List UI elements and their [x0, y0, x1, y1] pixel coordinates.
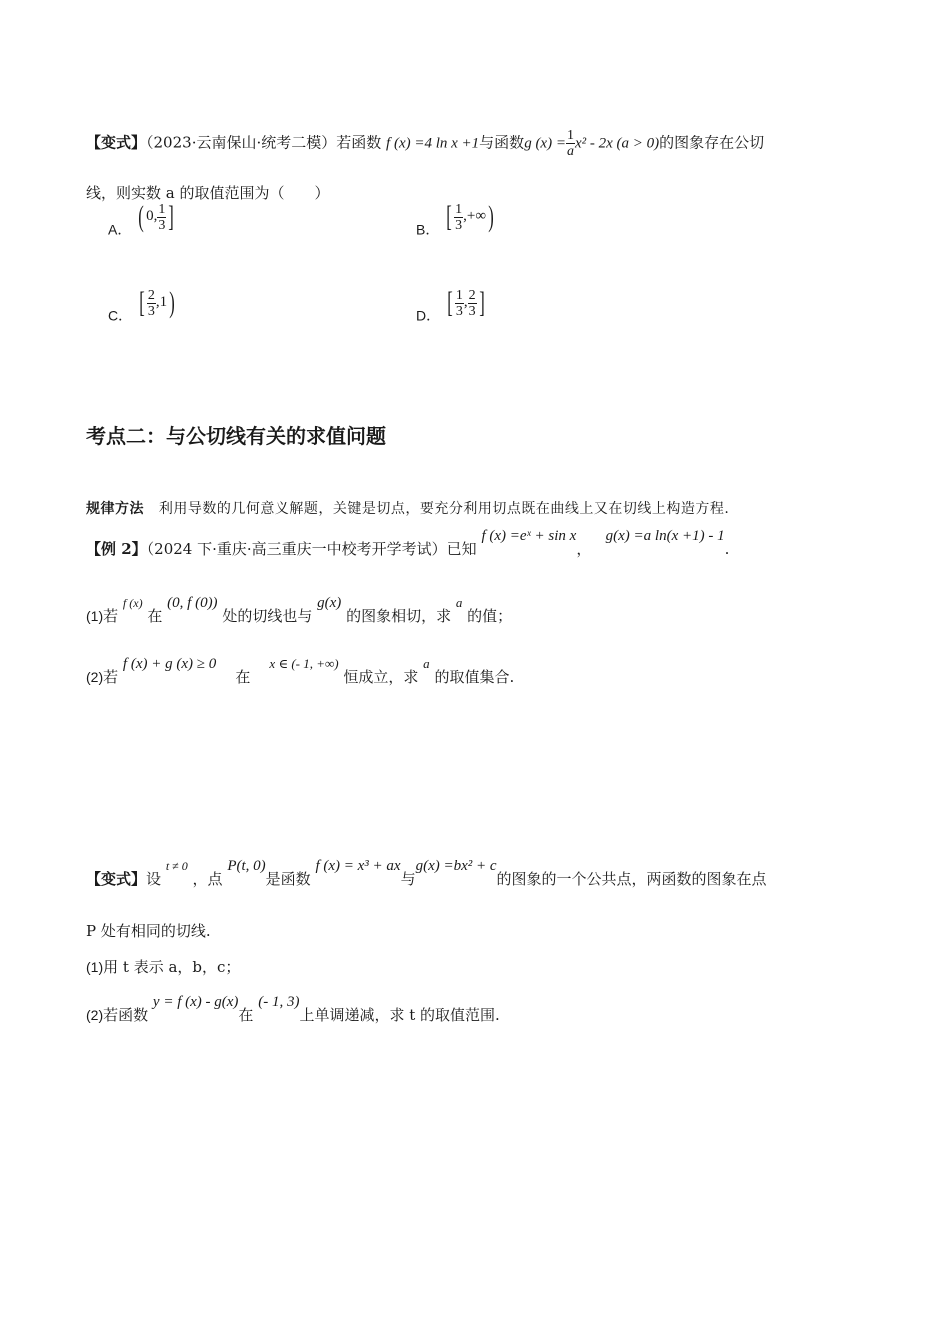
- variant1-source: （2023·云南保山·统考二模）: [146, 133, 337, 152]
- q2-c: 恒成立，求: [343, 668, 419, 686]
- method-label: 规律方法: [86, 501, 144, 517]
- q2-dom: x ∈ (- 1, +∞): [269, 656, 339, 671]
- option-d-value: [ $\frac{1}{3}$ , $\frac{2}{3}$ ]: [447, 286, 485, 319]
- option-c-label: C．: [108, 307, 133, 324]
- example2-f-expr: f (x) =eˣ + sin x: [481, 528, 577, 544]
- example2-tag: 【例 2】: [86, 540, 147, 558]
- option-a[interactable]: [108, 200, 176, 248]
- v2-q2-num: (2): [86, 1007, 104, 1023]
- q2-d: 的取值集合.: [434, 668, 515, 686]
- variant2-tag: 【变式】: [86, 870, 147, 888]
- variant2-text-d: 与: [400, 870, 416, 888]
- variant2-line2: P 处有相同的切线.: [86, 922, 211, 940]
- option-b-value: [ $\frac{1}{3}$ ,+∞): [446, 200, 494, 233]
- variant2-text-e: 的图象的一个公共点，两函数的图象在点: [496, 870, 767, 888]
- example2-end: .: [724, 540, 730, 558]
- variant2-q1: [86, 956, 240, 977]
- q1-pt: (0, f (0)): [167, 595, 218, 611]
- q2-num: (2): [86, 669, 104, 685]
- variant2-text-c: 是函数: [265, 870, 311, 888]
- example2-line: [86, 528, 730, 559]
- variant2-text-a: 设: [146, 870, 162, 888]
- option-c[interactable]: [108, 286, 177, 334]
- q2-b: 在: [235, 668, 251, 686]
- q2-ineq: f (x) + g (x) ≥ 0: [122, 656, 217, 672]
- frac-num: 1: [566, 128, 574, 143]
- q1-f: f (x): [122, 596, 143, 610]
- q1-c: 处的切线也与: [222, 607, 313, 625]
- q1-e: 的值；: [467, 607, 513, 625]
- v2-q2-b: 在: [238, 1006, 254, 1024]
- q1-d: 的图象相切，求: [346, 607, 452, 625]
- variant1-g-fraction: [566, 128, 575, 159]
- example2-source: （2024 下·重庆·高三重庆一中校考开学考试）已知: [146, 540, 477, 558]
- example2-sep: ，: [576, 540, 592, 558]
- variant1-f-expr: f (x) =4 ln x +1: [386, 135, 480, 152]
- q1-var: a: [455, 595, 463, 610]
- v2-q2-y: y = f (x) - g(x): [152, 994, 239, 1010]
- option-b[interactable]: [416, 200, 496, 248]
- v2-q2-a: 若函数: [103, 1006, 149, 1024]
- v2-q2-int: (- 1, 3): [258, 994, 300, 1010]
- variant1-text-a: 若函数: [336, 133, 382, 152]
- method-line: [86, 498, 729, 518]
- v2-q1-text: 用 t 表示 a，b，c；: [103, 958, 241, 976]
- q1-num: (1): [86, 608, 104, 624]
- variant1-g-expr-a: g (x) =: [524, 135, 566, 152]
- option-a-value: ( 0, $\frac{1}{3}$ ]: [138, 200, 175, 233]
- variant1-line1: [86, 128, 764, 159]
- option-d[interactable]: [416, 286, 487, 334]
- variant2-text-b: ，点: [192, 870, 223, 888]
- variant1-text-b: 与函数: [479, 133, 525, 152]
- variant1-text-c: 的图象存在公切: [659, 133, 765, 152]
- variant1-g-expr-b: x² - 2x (a > 0): [574, 135, 660, 152]
- variant2-t-cond: t ≠ 0: [165, 859, 188, 873]
- example2-q2: [86, 656, 515, 687]
- q2-a: 若: [103, 668, 119, 686]
- option-d-label: D．: [416, 307, 441, 324]
- example2-q1: [86, 595, 513, 626]
- option-c-value: [ $\frac{2}{3}$ ,1): [139, 286, 175, 319]
- frac-den: a: [566, 144, 574, 159]
- example2-g-expr: g(x) =a ln(x +1) - 1: [605, 528, 725, 544]
- variant2-g-expr: g(x) =bx² + c: [415, 858, 497, 874]
- variant2-line1: [86, 858, 767, 889]
- method-text: 利用导数的几何意义解题，关键是切点，要充分利用切点既在曲线上又在切线上构造方程.: [158, 501, 730, 517]
- variant2-q2: [86, 994, 500, 1025]
- q2-var: a: [423, 656, 430, 671]
- v2-q2-c: 上单调递减，求 t 的取值范围.: [299, 1006, 500, 1024]
- variant2-point: P(t, 0): [227, 858, 266, 874]
- q1-g: g(x): [317, 595, 342, 611]
- q1-b: 在: [147, 607, 163, 625]
- variant2-f-expr: f (x) = x³ + ax: [315, 858, 401, 874]
- variant1-tag: 【变式】: [86, 133, 147, 152]
- option-b-label: B．: [416, 221, 440, 238]
- v2-q1-num: (1): [86, 959, 104, 975]
- option-a-label: A．: [108, 221, 132, 238]
- variant1-line2: 线，则实数 a 的取值范围为（ ）: [86, 184, 330, 202]
- section2-title: 考点二：与公切线有关的求值问题: [86, 424, 386, 448]
- q1-a: 若: [103, 607, 119, 625]
